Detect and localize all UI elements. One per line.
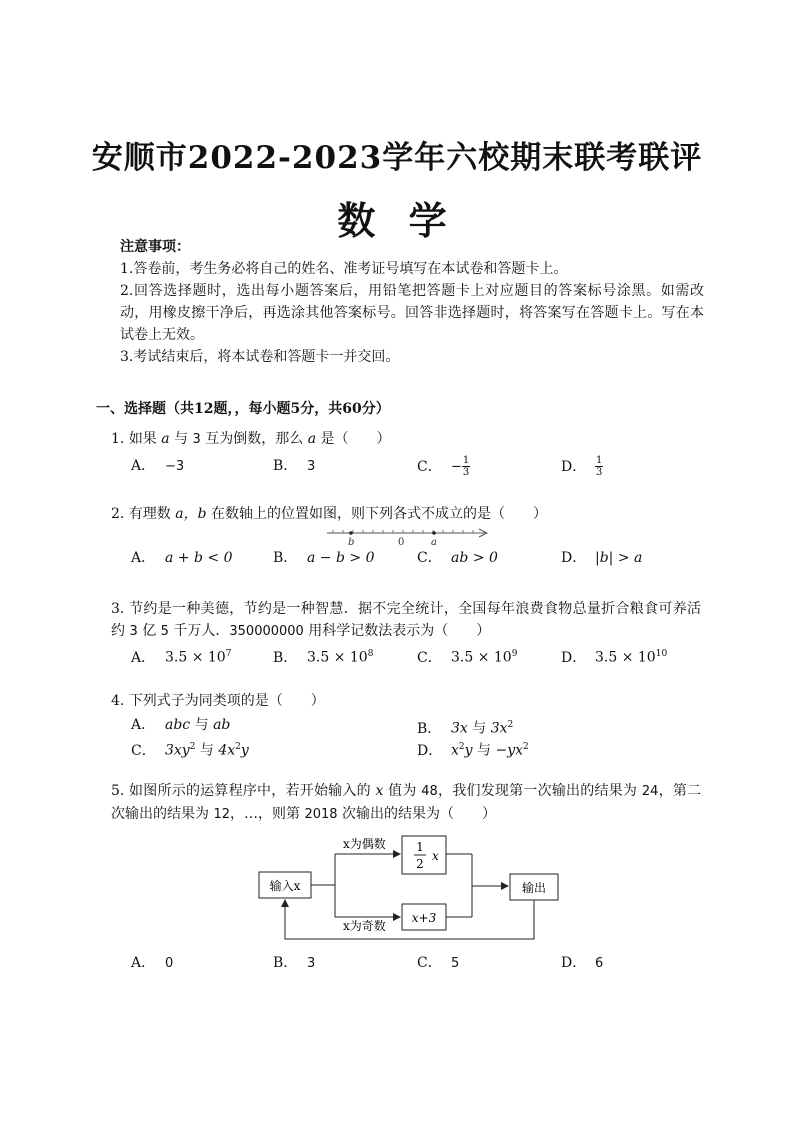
option-c[interactable]: C． ab > 0 <box>417 550 498 566</box>
point-a <box>432 531 436 535</box>
option-a[interactable]: A． −3 <box>131 458 185 474</box>
option-d[interactable]: D． 6 <box>561 955 604 971</box>
label-b: b <box>348 537 355 547</box>
question-4-options-row1 <box>111 714 701 736</box>
option-d[interactable]: D． $x^2y$ 与 $-yx^2$ <box>417 742 529 759</box>
question-2-options <box>111 547 701 569</box>
question-5-options <box>111 952 701 974</box>
option-d[interactable]: D． $3.5 \times 10^{10}$ <box>561 649 668 666</box>
svg-text:1: 1 <box>416 840 424 854</box>
section-heading: 一、选择题（共12题，，每小题5分，共60分） <box>96 401 390 417</box>
notice-block <box>120 236 704 368</box>
option-c[interactable]: C． $3xy^2$ 与 $4x^2y$ <box>131 742 249 759</box>
question-2 <box>111 503 701 569</box>
option-a[interactable]: A． $3.5 \times 10^7$ <box>131 649 232 666</box>
notice-heading: 注意事项： <box>120 239 190 255</box>
option-b[interactable]: B． 3 <box>273 458 316 474</box>
question-4-stem: 4. 下列式子为同类项的是（ ） <box>111 693 325 709</box>
question-3-stem: 3. 节约是一种美德，节约是一种智慧．据不完全统计，全国每年浪费食物总量折合粮食可养活约 3 亿 5 千万人．350000000 用科学记数法表示为（ ） <box>111 601 702 639</box>
even-condition: x为偶数 <box>343 837 386 851</box>
svg-text:2: 2 <box>416 857 424 871</box>
option-d[interactable]: D． $\frac{1}{3}$ <box>561 455 603 478</box>
option-b[interactable]: B． 3 <box>273 955 316 971</box>
question-4-options-row2 <box>111 736 701 758</box>
subject-title: 数 学 <box>337 198 457 243</box>
option-a[interactable]: A． 0 <box>131 955 174 971</box>
option-b[interactable]: B． 3x 与 $3x^2$ <box>417 720 514 737</box>
option-d[interactable]: D． |b| > a <box>561 550 643 566</box>
option-b[interactable]: B． a − b > 0 <box>273 550 375 566</box>
option-a[interactable]: A． a + b < 0 <box>131 550 233 566</box>
question-5 <box>111 780 701 826</box>
question-5-answers <box>111 952 701 974</box>
option-c[interactable]: C． − $\frac{1}{3}$ <box>417 455 470 478</box>
notice-item-2: 2.回答选择题时，选出每小题答案后，用铅笔把答题卡上对应题目的答案标号涂黑。如需改动，用橡皮擦干净后，再选涂其他答案标号。回答非选择题时，将答案写在答题卡上。写在本试卷上无效。 <box>120 283 704 343</box>
question-3-options <box>111 643 701 665</box>
question-4 <box>111 690 701 758</box>
exam-title: 安顺市2022-2023学年六校期末联考联评 <box>91 140 703 176</box>
label-zero: 0 <box>398 537 405 547</box>
question-1 <box>111 428 701 477</box>
flowchart-figure <box>250 830 570 946</box>
label-a: a <box>431 537 437 547</box>
point-b <box>349 531 353 535</box>
question-1-stem: 1. 如果 a 与 3 互为倒数，那么 a 是（ ） <box>111 431 391 447</box>
input-label: 输入x <box>269 879 301 893</box>
number-line-figure <box>111 525 701 547</box>
option-c[interactable]: C． $3.5 \times 10^9$ <box>417 649 518 666</box>
question-1-options <box>111 455 701 477</box>
question-3 <box>111 598 701 665</box>
question-2-stem: 2. 有理数 a，b 在数轴上的位置如图，则下列各式不成立的是（ ） <box>111 506 548 522</box>
output-label: 输出 <box>521 881 547 895</box>
svg-text:x+3: x+3 <box>411 911 437 925</box>
notice-item-1: 1.答卷前，考生务必将自己的姓名、准考证号填写在本试卷和答题卡上。 <box>120 261 568 277</box>
svg-text:x: x <box>432 849 439 863</box>
question-5-stem: 5. 如图所示的运算程序中，若开始输入的 x 值为 48，我们发现第一次输出的结果为 24，第二次输出的结果为 12，…，则第 2018 次输出的结果为（ ） <box>111 783 702 822</box>
option-c[interactable]: C． 5 <box>417 955 460 971</box>
option-a[interactable]: A． abc 与 ab <box>131 717 231 733</box>
notice-item-3: 3.考试结束后，将本试卷和答题卡一并交回。 <box>120 349 400 365</box>
odd-condition: x为奇数 <box>343 919 386 933</box>
option-b[interactable]: B． $3.5 \times 10^8$ <box>273 649 374 666</box>
